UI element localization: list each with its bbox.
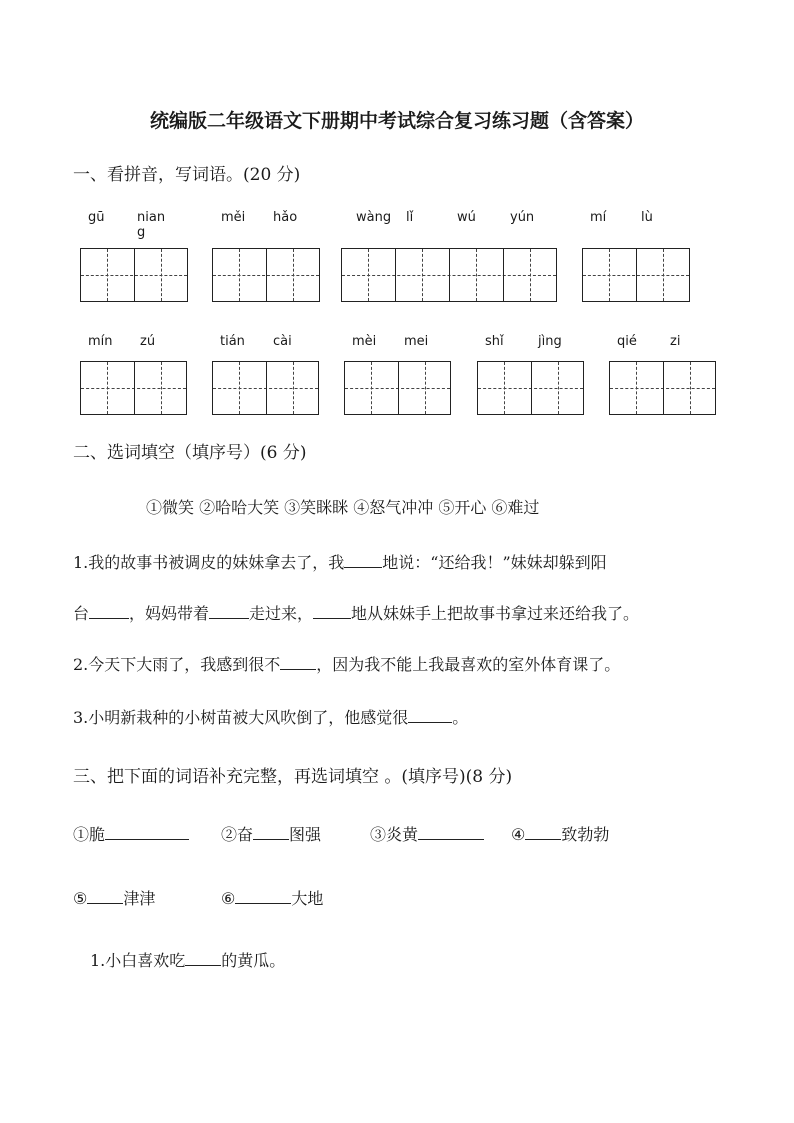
writing-grid[interactable] (212, 361, 319, 415)
answer-blank[interactable] (235, 889, 291, 904)
section3-heading: 三、把下面的词语补充完整，再选词填空 。(填序号)(8 分) (73, 767, 513, 787)
pinyin: gū (88, 210, 105, 225)
section1-heading: 一、看拼音，写词语。(20 分) (73, 165, 301, 185)
answer-blank[interactable] (105, 825, 189, 840)
question-line: 2.今天下大雨了，我感到很不 ，因为我不能上我最喜欢的室外体育课了。 (73, 655, 621, 674)
section2-heading: 二、选词填空（填序号）(6 分) (73, 443, 307, 463)
writing-grid[interactable] (477, 361, 584, 415)
idiom-item: ④ 致勃勃 (511, 825, 610, 844)
pinyin: jìng (538, 334, 562, 349)
answer-blank[interactable] (525, 825, 561, 840)
page-title: 统编版二年级语文下册期中考试综合复习练习题（含答案） (149, 110, 644, 132)
pinyin: cài (273, 334, 292, 349)
pinyin: mí (590, 210, 607, 225)
writing-grid[interactable] (212, 248, 320, 302)
pinyin: nian g (137, 210, 166, 240)
idiom-item: ⑤ 津津 (73, 889, 156, 908)
writing-grid[interactable] (582, 248, 690, 302)
writing-grid[interactable] (80, 248, 188, 302)
question-line: 台 ，妈妈带着 走过来， 地从妹妹手上把故事书拿过来还给我了。 (73, 604, 640, 623)
answer-blank[interactable] (87, 889, 123, 904)
pinyin: lǐ (406, 210, 414, 225)
writing-grid[interactable] (80, 361, 187, 415)
answer-blank[interactable] (408, 708, 452, 723)
pinyin: měi (221, 210, 246, 225)
pinyin: qié (617, 334, 637, 349)
answer-blank[interactable] (280, 655, 316, 670)
pinyin: mèi (352, 334, 377, 349)
pinyin: mín (88, 334, 113, 349)
writing-grid[interactable] (344, 361, 451, 415)
pinyin: shǐ (485, 334, 504, 349)
pinyin: zú (140, 334, 156, 349)
answer-blank[interactable] (209, 604, 249, 619)
pinyin: mei (404, 334, 429, 349)
pinyin: zi (670, 334, 681, 349)
word-options: ①微笑 ②哈哈大笑 ③笑眯眯 ④怒气冲冲 ⑤开心 ⑥难过 (146, 498, 540, 517)
pinyin: wú (457, 210, 476, 225)
question-line: 1.我的故事书被调皮的妹妹拿去了，我 地说：“还给我！”妹妹却躲到阳 (73, 553, 607, 572)
pinyin: wàng (356, 210, 392, 225)
answer-blank[interactable] (313, 604, 351, 619)
idiom-item: ⑥ 大地 (221, 889, 324, 908)
question-line: 3.小明新栽种的小树苗被大风吹倒了，他感觉很 。 (73, 708, 469, 727)
answer-blank[interactable] (185, 951, 221, 966)
pinyin: yún (510, 210, 535, 225)
idiom-item: ①脆 (73, 822, 189, 845)
writing-grid[interactable] (609, 361, 716, 415)
answer-blank[interactable] (344, 553, 382, 568)
pinyin: tián (220, 334, 245, 349)
answer-blank[interactable] (253, 825, 289, 840)
question-line: 1.小白喜欢吃 的黄瓜。 (90, 951, 286, 970)
answer-blank[interactable] (89, 604, 129, 619)
pinyin: lù (641, 210, 653, 225)
idiom-item: ②奋 图强 (221, 825, 322, 844)
pinyin: hǎo (273, 210, 298, 225)
idiom-item: ③炎黄 (370, 822, 484, 845)
answer-blank[interactable] (418, 825, 484, 840)
writing-grid[interactable] (341, 248, 557, 302)
